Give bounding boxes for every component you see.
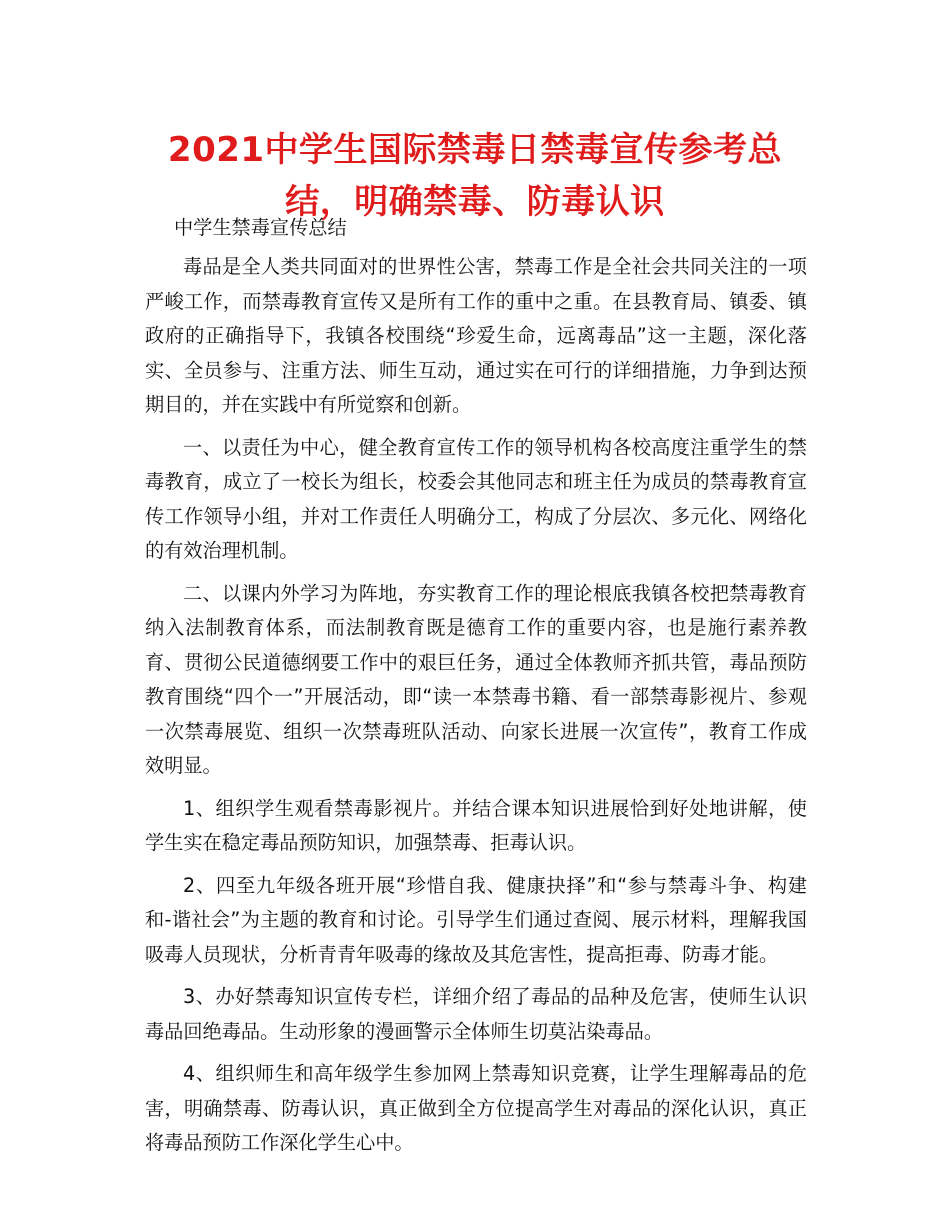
document-body (145, 214, 807, 1169)
paragraph: 二、以课内外学习为阵地，夯实教育工作的理论根底我镇各校把禁毒教育纳入法制教育体系，而法制教育既是德育工作的重要内容，也是施行素养教育、贯彻公民道德纲要工作中的艰巨任务，通过全体教师齐抓共管，毒品预防教育围绕“四个一”开展活动，即“读一本禁毒书籍、看一部禁毒影视片、参观一次禁毒展览、组织一次禁毒班队活动、向家长进展一次宣传”，教育工作成效明显。 (145, 581, 807, 777)
document-subtitle: 中学生禁毒宣传总结 (174, 216, 347, 239)
paragraph: 3、办好禁毒知识宣传专栏，详细介绍了毒品的品种及危害，使师生认识毒品回绝毒品。生动形象的漫画警示全体师生切莫沾染毒品。 (145, 985, 807, 1043)
paragraph: 一、以责任为中心，健全教育宣传工作的领导机构各校高度注重学生的禁毒教育，成立了一校长为组长，校委会其他同志和班主任为成员的禁毒教育宣传工作领导小组，并对工作责任人明确分工，构成了分层次、多元化、网络化的有效治理机制。 (145, 435, 807, 562)
document-title: 2021中学生国际禁毒日禁毒宣传参考总结，明确禁毒、防毒认识 (167, 130, 783, 222)
paragraph: 1、组织学生观看禁毒影视片。并结合课本知识进展恰到好处地讲解，使学生实在稳定毒品预防知识，加强禁毒、拒毒认识。 (145, 796, 807, 854)
paragraph: 2、四至九年级各班开展“珍惜自我、健康抉择”和“参与禁毒斗争、构建和-谐社会”为主题的教育和讨论。引导学生们通过查阅、展示材料，理解我国吸毒人员现状，分析青青年吸毒的缘故及其危害性，提高拒毒、防毒才能。 (145, 873, 807, 966)
paragraph: 毒品是全人类共同面对的世界性公害，禁毒工作是全社会共同关注的一项严峻工作，而禁毒教育宣传又是所有工作的重中之重。在县教育局、镇委、镇政府的正确指导下，我镇各校围绕“珍爱生命，远离毒品”这一主题，深化落实、全员参与、注重方法、师生互动，通过实在可行的详细措施，力争到达预期目的，并在实践中有所觉察和创新。 (145, 255, 807, 416)
paragraph: 4、组织师生和高年级学生参加网上禁毒知识竞赛，让学生理解毒品的危害，明确禁毒、防毒认识，真正做到全方位提高学生对毒品的深化认识，真正将毒品预防工作深化学生心中。 (145, 1062, 807, 1154)
